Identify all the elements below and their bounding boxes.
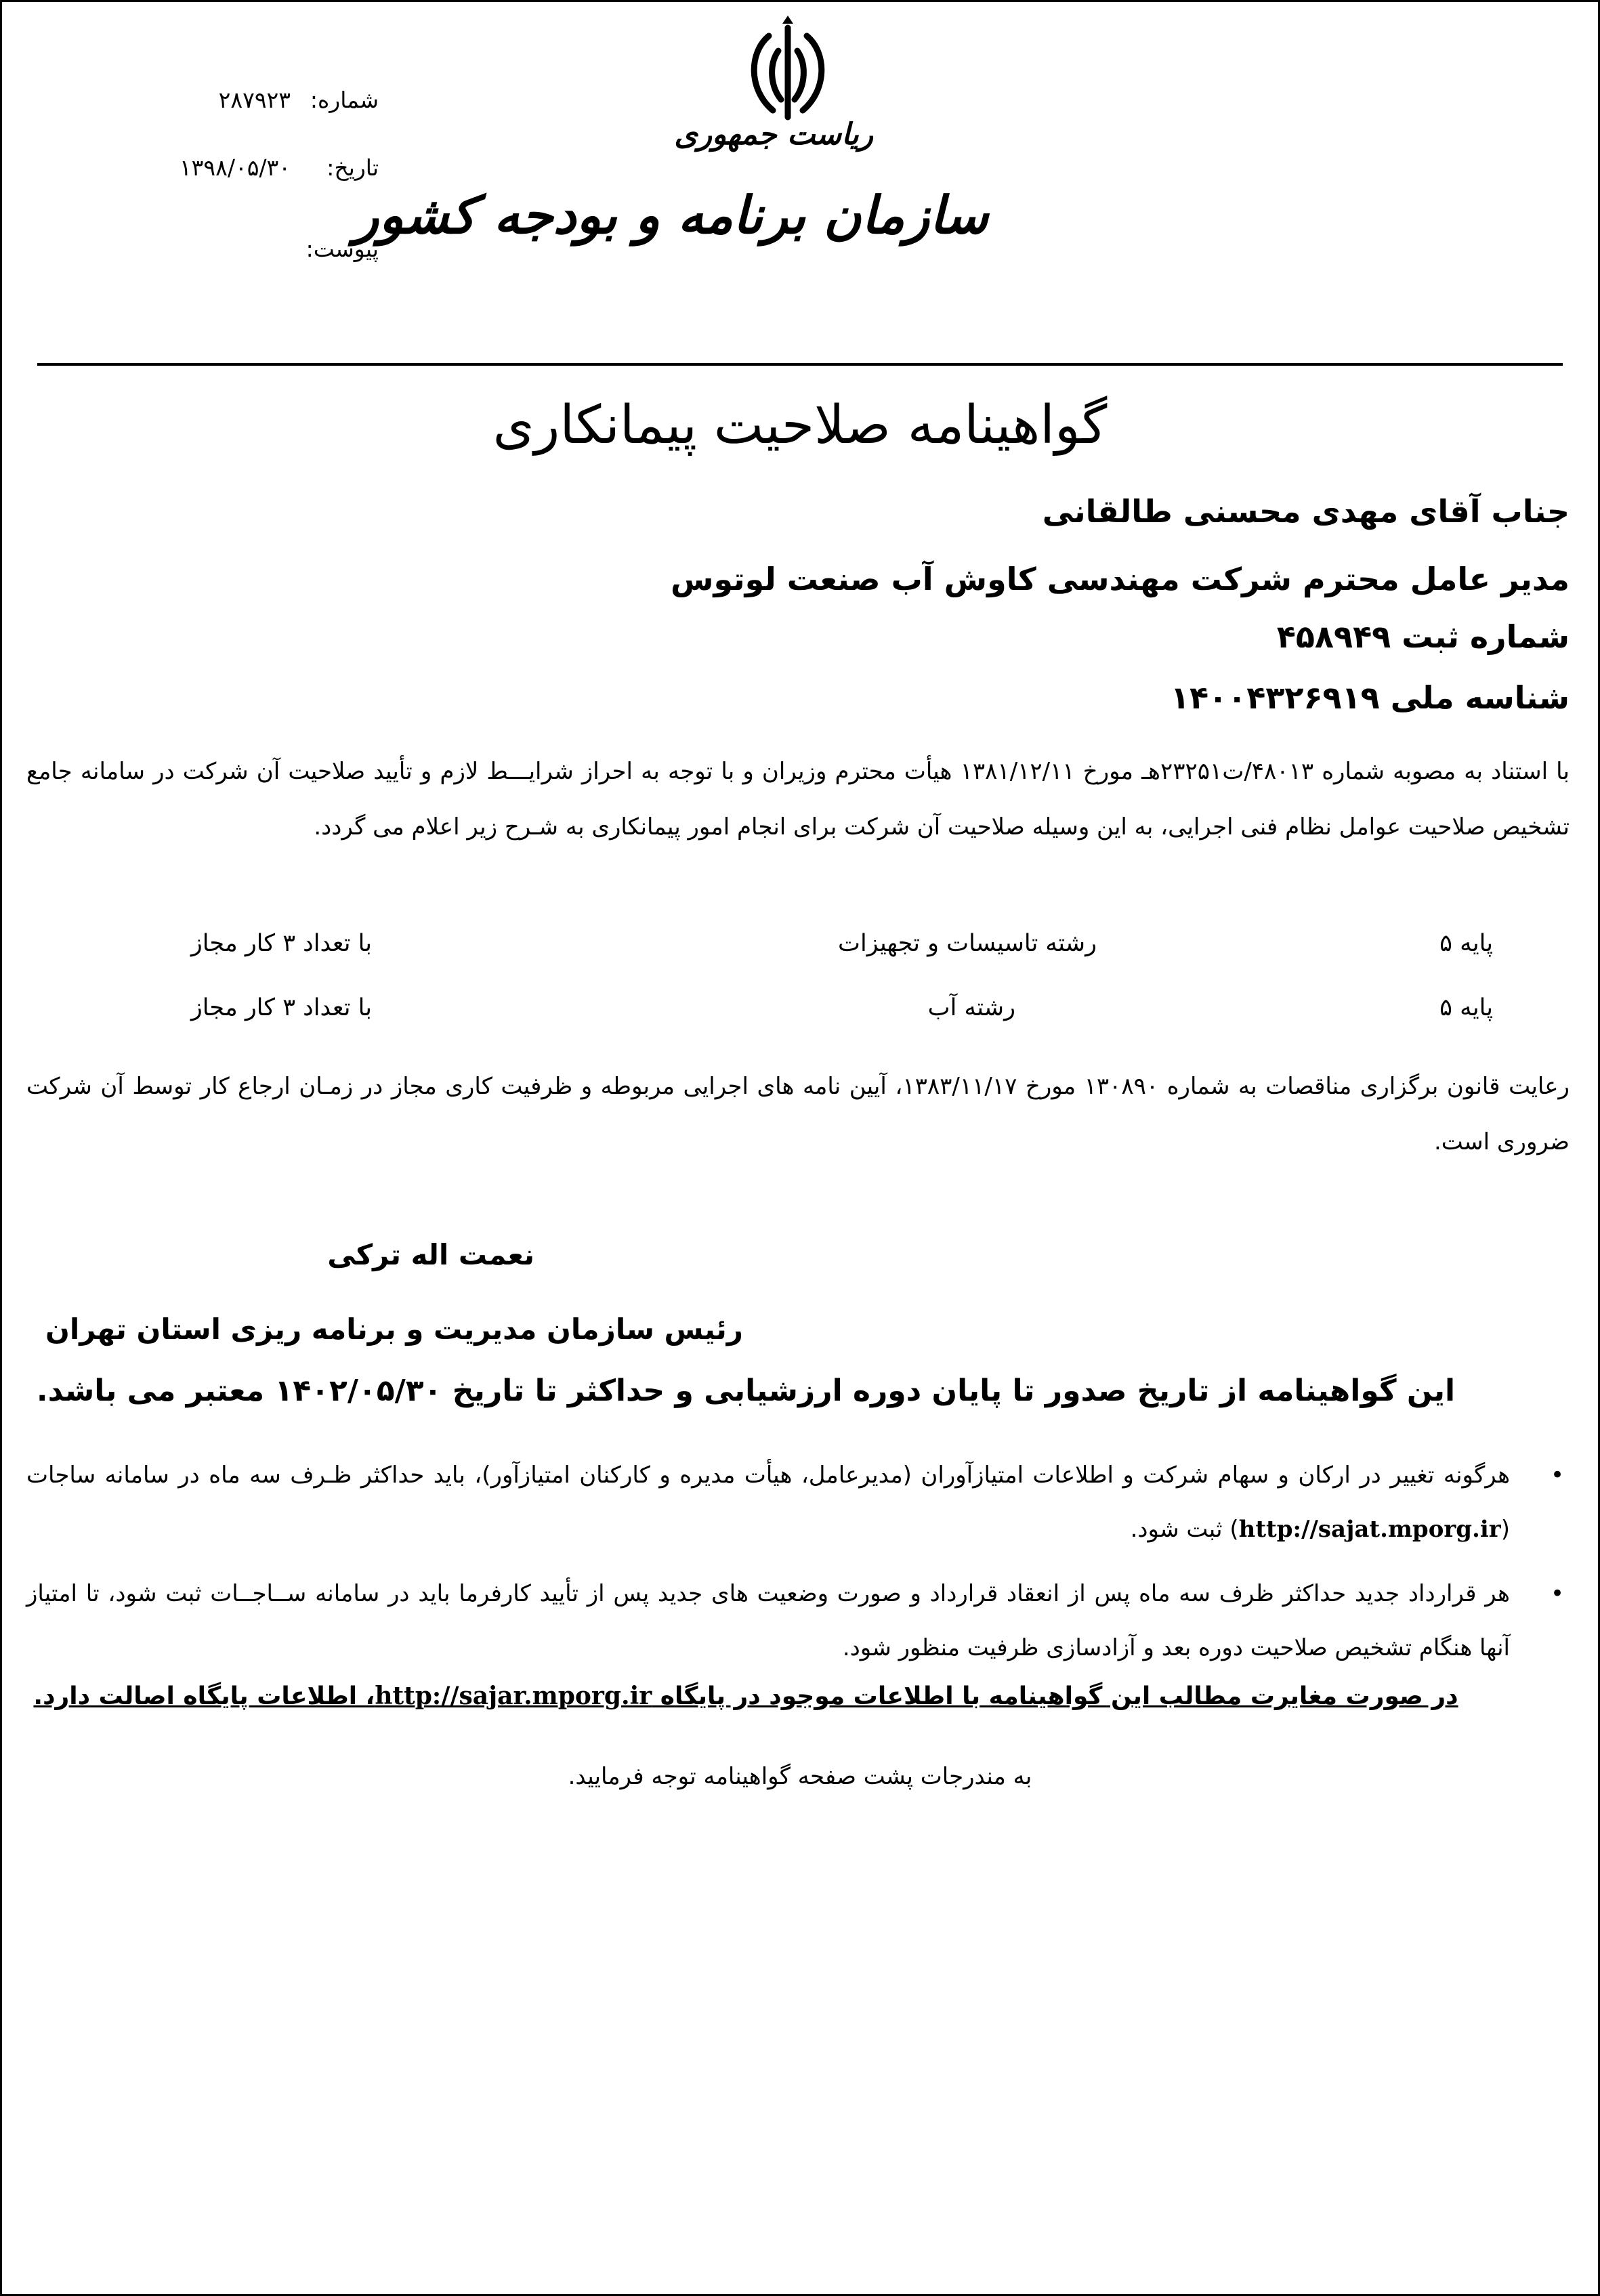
attachment-label: پیوست: <box>306 236 379 262</box>
number-value: ۲۸۷۹۲۳ <box>218 87 291 113</box>
bullet-icon: • <box>1550 1580 1564 1607</box>
department-name: ریاست جمهوری <box>674 117 873 152</box>
note-2 <box>26 1567 1564 1675</box>
emblem-icon <box>734 16 842 124</box>
note-2-text: هر قرارداد جدید حداکثر ظرف سه ماه پس از انعقاد قرارداد و صورت وضعیت های جدید پس از تأیید کارفرما باید در سامانه ســاجــات ثبت شود، تا امتیاز آنها هنگام تشخیص صلاحیت دوره بعد و آزادسازی ظرفیت منظور شود. <box>26 1580 1510 1661</box>
field-1: رشته تاسیسات و تجهیزات <box>838 930 1097 957</box>
bullet-icon: • <box>1550 1462 1564 1489</box>
warning-line <box>2 1682 1490 1710</box>
note-1-text <box>26 1448 1510 1556</box>
capacity-2: با تعداد ۳ کار مجاز <box>190 994 372 1021</box>
national-id: شناسه ملی ۱۴۰۰۴۳۲۶۹۱۹ <box>1170 679 1570 716</box>
recipient-name: جناب آقای مهدی محسنی طالقانی <box>1042 493 1570 530</box>
signatory-position: رئیس سازمان مدیریت و برنامه ریزی استان تهران <box>45 1313 743 1346</box>
compliance-paragraph: رعایت قانون برگزاری مناقصات به شماره ۱۳۰۸۹۰ مورخ ۱۳۸۳/۱۱/۱۷، آیین نامه های اجرایی مربوطه و ظرفیت کاری مجاز در زمـان ارجاع کار توسط آن شرکت ضروری است. <box>26 1073 1570 1155</box>
date-label: تاریخ: <box>327 154 379 181</box>
number-label: شماره: <box>310 87 379 113</box>
body-paragraph: با استناد به مصوبه شماره ۴۸۰۱۳/ت۲۳۲۵۱هـ مورخ ۱۳۸۱/۱۲/۱۱ هیأت محترم وزیران و با توجه به احراز شرایـــط لازم و تأیید صلاحیت آن شرکت در سامانه جامع تشخیص صلاحیت عوامل نظام فنی اجرایی، به این وسیله صلاحیت آن شرکت برای انجام امور پیمانکاری به شـرح زیر اعلام می گردد. <box>26 758 1570 841</box>
note-1-after: ) ثبت شود. <box>1130 1516 1239 1543</box>
grade-1: پایه ۵ <box>1439 930 1493 957</box>
sajat-link[interactable]: http://sajat.mporg.ir <box>1238 1516 1501 1543</box>
date-value: ۱۳۹۸/۰۵/۳۰ <box>179 154 291 181</box>
recipient-position: مدیر عامل محترم شرکت مهندسی کاوش آب صنعت لوتوس <box>671 561 1570 597</box>
footer-note: به مندرجات پشت صفحه گواهینامه توجه فرمایید. <box>568 1763 1032 1790</box>
grade-2: پایه ۵ <box>1439 994 1493 1021</box>
warning-before: در صورت مغایرت مطالب این گواهینامه با اطلاعات موجود در پایگاه <box>652 1682 1458 1710</box>
note-1-before: هرگونه تغییر در ارکان و سهام شرکت و اطلاعات امتیازآوران (مدیرعامل، هیأت مدیره و کارکنان امتیازآور)، باید حداکثر ظـرف سه ماه در سامانه ساجات ( <box>26 1462 1510 1543</box>
signatory-name: نعمت اله ترکی <box>327 1238 534 1271</box>
validity-statement: این گواهینامه از تاریخ صدور تا پایان دوره ارزشیابی و حداکثر تا تاریخ ۱۴۰۲/۰۵/۳۰ معتبر می باشد. <box>36 1374 1456 1408</box>
header-divider <box>37 363 1563 366</box>
capacity-1: با تعداد ۳ کار مجاز <box>190 930 372 957</box>
note-1 <box>26 1448 1564 1556</box>
page-title: گواهینامه صلاحیت پیمانکاری <box>492 395 1108 456</box>
warning-after: ، اطلاعات پایگاه اصالت دارد. <box>33 1682 375 1710</box>
sajar-link[interactable]: http://sajar.mporg.ir <box>375 1682 652 1710</box>
field-2: رشته آب <box>927 994 1015 1021</box>
organization-name: سازمان برنامه و بودجه کشور <box>354 185 988 245</box>
registration-number: شماره ثبت ۴۵۸۹۴۹ <box>1276 618 1570 655</box>
